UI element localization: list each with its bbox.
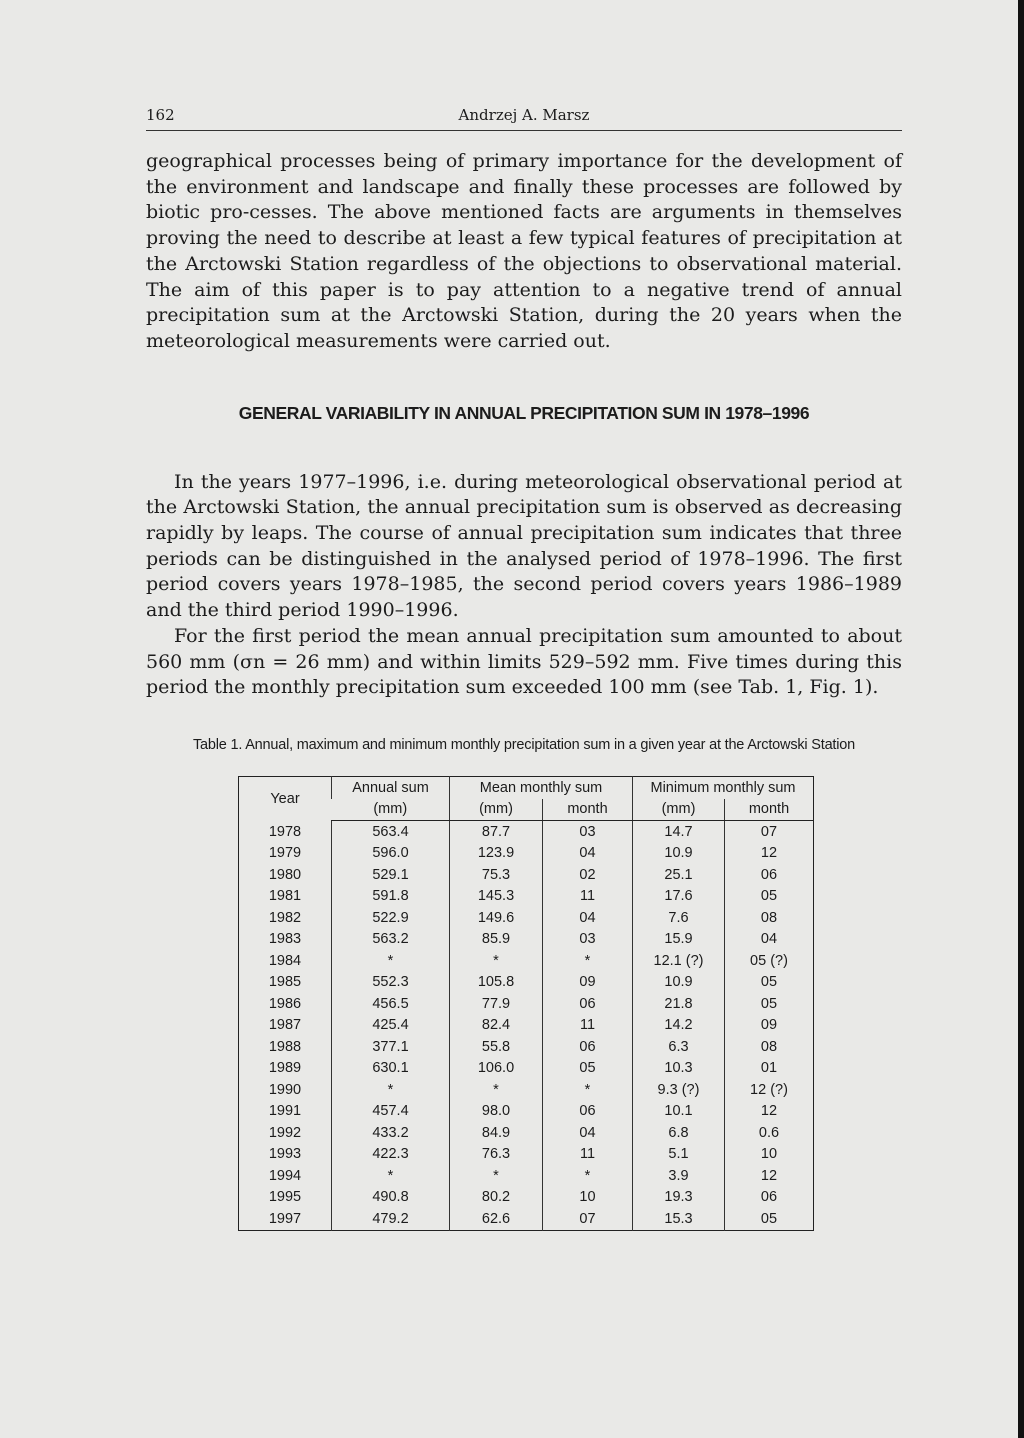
running-head [146,100,902,130]
mean-month-cell: 09 [543,972,633,994]
mean-month-cell: 06 [543,993,633,1015]
mean-sum-cell: 98.0 [450,1101,543,1123]
min-sum-cell: 7.6 [633,907,725,929]
mean-sum-cell: 76.3 [450,1144,543,1166]
author-name: Andrzej A. Marsz [458,106,590,124]
mean-month-cell: 10 [543,1187,633,1209]
year-cell: 1980 [268,866,302,883]
year-cell: 1981 [268,888,302,905]
min-sum-cell: 9.3 (?) [633,1079,725,1101]
min-month-cell: 01 [725,1058,814,1080]
min-sum-cell: 21.8 [633,993,725,1015]
table-row [239,1144,814,1166]
annual-sum-cell: 552.3 [332,972,450,994]
mean-sum-cell: 55.8 [450,1036,543,1058]
year-cell: 1993 [268,1146,302,1163]
min-sum-cell: 10.9 [633,972,725,994]
mean-sum-cell: 62.6 [450,1208,543,1230]
mean-sum-cell: 149.6 [450,907,543,929]
mean-month-cell: 04 [543,1122,633,1144]
year-cell: 1988 [268,1038,302,1055]
annual-sum-cell: 490.8 [332,1187,450,1209]
table-row [239,993,814,1015]
min-month-cell: 05 [725,972,814,994]
year-cell: 1983 [268,931,302,948]
year-cell: 1978 [268,823,302,840]
mean-sum-cell: 105.8 [450,972,543,994]
mean-month-cell: 06 [543,1036,633,1058]
intro-paragraph-block [146,149,902,355]
year-cell: 1985 [268,974,302,991]
table-row [239,1036,814,1058]
paper-page [146,100,902,1227]
header-min-month: month [725,799,814,821]
min-sum-cell: 6.3 [633,1036,725,1058]
year-cell: 1984 [268,952,302,969]
min-month-cell: 05 [725,1208,814,1230]
mean-month-cell: * [543,1079,633,1101]
intro-paragraph: geographical processes being of primary importance for the development of the environment and landscape and finally these processes are followed by biotic pro-cesses. The above mentioned facts are arguments in themselves proving the need to describe at least a few typical features of precipitation at the Arctowski Station regardless of the objections to observational material. The aim of this paper is to pay attention to a negative trend of annual precipitation sum at the Arctowski Station, during the 20 years when the meteorological measurements were carried out. [146,150,902,352]
min-sum-cell: 14.2 [633,1015,725,1037]
mean-month-cell: * [543,950,633,972]
min-sum-cell: 5.1 [633,1144,725,1166]
year-cell: 1987 [268,1017,302,1034]
min-sum-cell: 3.9 [633,1165,725,1187]
year-cell: 1989 [268,1060,302,1077]
mean-sum-cell: 82.4 [450,1015,543,1037]
table-caption: Table 1. Annual, maximum and minimum monthly precipitation sum in a given year at the Arctowski Station [192,736,856,753]
year-cell: 1979 [268,845,302,862]
annual-sum-cell: * [332,1165,450,1187]
min-month-cell: 05 [725,886,814,908]
min-sum-cell: 15.9 [633,929,725,951]
year-cell: 1995 [268,1189,302,1206]
annual-sum-cell: 596.0 [332,843,450,865]
min-month-cell: 06 [725,1187,814,1209]
annual-sum-cell: 433.2 [332,1122,450,1144]
table-row [239,950,814,972]
year-cell: 1990 [268,1081,302,1098]
annual-sum-cell: 563.4 [332,821,450,843]
min-month-cell: 0.6 [725,1122,814,1144]
mean-month-cell: 07 [543,1208,633,1230]
mean-sum-cell: 80.2 [450,1187,543,1209]
mean-sum-cell: 87.7 [450,821,543,843]
mean-sum-cell: * [450,1165,543,1187]
year-cell: 1991 [268,1103,302,1120]
mean-month-cell: 11 [543,886,633,908]
year-cell: 1992 [268,1124,302,1141]
mean-month-cell: 11 [543,1144,633,1166]
min-sum-cell: 25.1 [633,864,725,886]
table-row [239,1079,814,1101]
min-sum-cell: 10.3 [633,1058,725,1080]
min-month-cell: 09 [725,1015,814,1037]
annual-sum-cell: 457.4 [332,1101,450,1123]
annual-sum-cell: 377.1 [332,1036,450,1058]
mean-month-cell: 04 [543,843,633,865]
min-month-cell: 12 [725,1165,814,1187]
table-row [239,886,814,908]
table-row [239,864,814,886]
annual-sum-cell: 630.1 [332,1058,450,1080]
annual-sum-cell: * [332,1079,450,1101]
min-month-cell: 05 (?) [725,950,814,972]
annual-sum-cell: 591.8 [332,886,450,908]
scan-edge [1018,0,1024,1438]
year-cell: 1994 [268,1167,302,1184]
min-sum-cell: 6.8 [633,1122,725,1144]
mean-sum-cell: 75.3 [450,864,543,886]
min-sum-cell: 12.1 (?) [633,950,725,972]
header-mean-monthly: Mean monthly sum [450,777,633,799]
table-row [239,1101,814,1123]
min-month-cell: 12 (?) [725,1079,814,1101]
mean-month-cell: 11 [543,1015,633,1037]
mean-sum-cell: * [450,1079,543,1101]
page-number: 162 [146,106,175,124]
table-row [239,1187,814,1209]
section-title: GENERAL VARIABILITY IN ANNUAL PRECIPITATION SUM IN 1978–1996 [238,402,810,423]
table-body [239,821,814,1231]
mean-sum-cell: 123.9 [450,843,543,865]
min-month-cell: 08 [725,907,814,929]
mean-sum-cell: * [450,950,543,972]
table-row [239,1058,814,1080]
year-cell: 1986 [268,995,302,1012]
table-row [239,1208,814,1230]
annual-sum-cell: 456.5 [332,993,450,1015]
table-row [239,907,814,929]
table-row [239,1015,814,1037]
mean-month-cell: * [543,1165,633,1187]
mean-month-cell: 03 [543,929,633,951]
precipitation-table [238,776,814,1231]
mean-sum-cell: 85.9 [450,929,543,951]
mean-month-cell: 02 [543,864,633,886]
year-cell: 1997 [268,1210,302,1227]
annual-sum-cell: * [332,950,450,972]
header-annual-sum: Annual sum [332,777,450,799]
mean-month-cell: 03 [543,821,633,843]
min-sum-cell: 19.3 [633,1187,725,1209]
min-month-cell: 12 [725,1101,814,1123]
table-row [239,972,814,994]
header-min-monthly: Minimum monthly sum [633,777,814,799]
header-mean-month: month [543,799,633,821]
min-month-cell: 07 [725,821,814,843]
mean-sum-cell: 145.3 [450,886,543,908]
section-body [146,470,902,701]
header-mean-unit: (mm) [450,799,543,821]
annual-sum-cell: 563.2 [332,929,450,951]
mean-sum-cell: 84.9 [450,1122,543,1144]
header-year: Year [270,790,300,807]
min-month-cell: 10 [725,1144,814,1166]
min-sum-cell: 14.7 [633,821,725,843]
min-sum-cell: 10.9 [633,843,725,865]
annual-sum-cell: 422.3 [332,1144,450,1166]
annual-sum-cell: 529.1 [332,864,450,886]
header-min-unit: (mm) [633,799,725,821]
header-rule [146,130,902,131]
table-row [239,1165,814,1187]
header-annual-unit: (mm) [332,799,450,821]
mean-sum-cell: 106.0 [450,1058,543,1080]
min-sum-cell: 10.1 [633,1101,725,1123]
annual-sum-cell: 479.2 [332,1208,450,1230]
annual-sum-cell: 425.4 [332,1015,450,1037]
min-month-cell: 06 [725,864,814,886]
mean-month-cell: 06 [543,1101,633,1123]
paragraph-1: In the years 1977–1996, i.e. during meteorological observational period at the Arctowski Station, the annual precipitation sum is observed as decreasing rapidly by leaps. The course of annual precipitation sum indicates that three periods can be distinguished in the analysed period of 1978–1996. The first period covers years 1978–1985, the second period covers years 1986–1989 and the third period 1990–1996. [146,470,902,622]
table-row [239,1122,814,1144]
table-row [239,821,814,843]
min-month-cell: 12 [725,843,814,865]
year-cell: 1982 [268,909,302,926]
mean-sum-cell: 77.9 [450,993,543,1015]
min-sum-cell: 17.6 [633,886,725,908]
min-month-cell: 04 [725,929,814,951]
mean-month-cell: 05 [543,1058,633,1080]
min-month-cell: 08 [725,1036,814,1058]
mean-month-cell: 04 [543,907,633,929]
min-sum-cell: 15.3 [633,1208,725,1230]
table-row [239,843,814,865]
paragraph-2: For the first period the mean annual precipitation sum amounted to about 560 mm (σn = 26 mm) and within limits 529–592 mm. Five times during this period the monthly precipitation sum exceeded 100 mm (see Tab. 1, Fig. 1). [146,624,902,699]
min-month-cell: 05 [725,993,814,1015]
annual-sum-cell: 522.9 [332,907,450,929]
table-row [239,929,814,951]
